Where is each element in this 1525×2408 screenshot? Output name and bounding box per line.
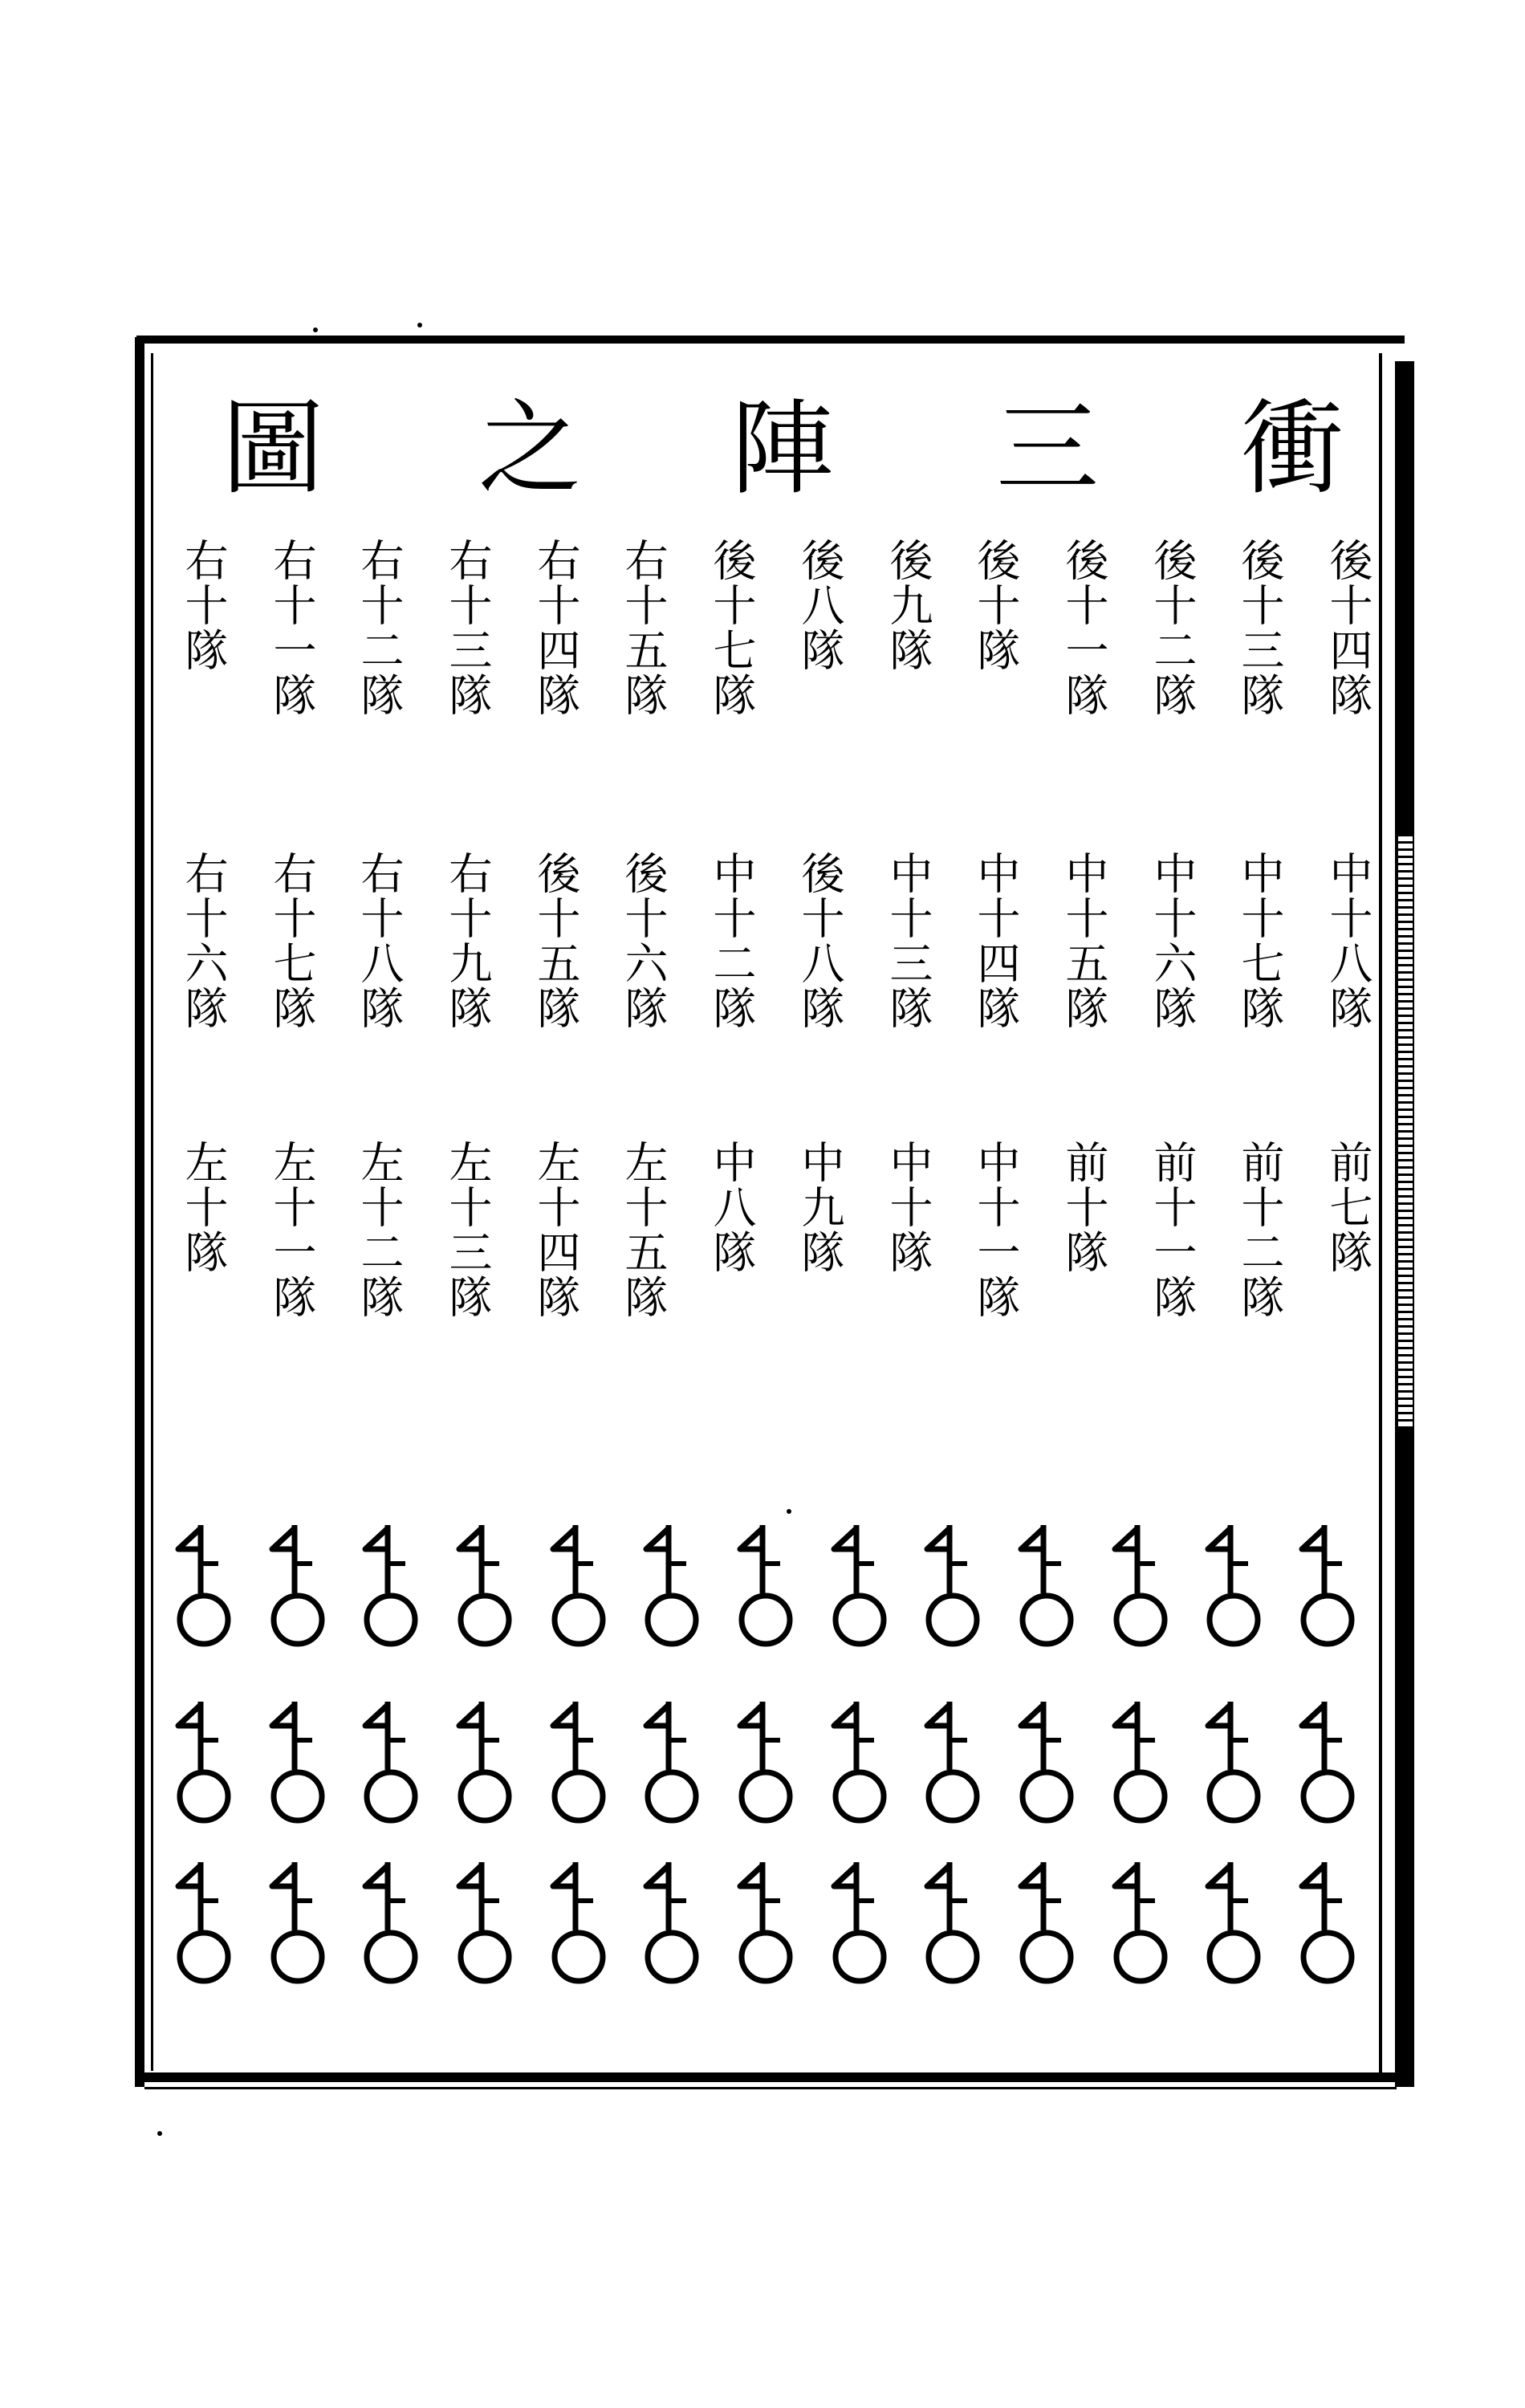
ink-speck [157, 2131, 162, 2136]
flag-circle-icon [1292, 1854, 1364, 1991]
flag-circle-icon [169, 1694, 241, 1830]
flag-circle-icon [543, 1517, 616, 1653]
unit-label-a: 後十三隊 [1234, 538, 1285, 718]
frame-bottom-rule [144, 2087, 1397, 2089]
unit-label-c: 中九隊 [795, 1140, 845, 1275]
frame-inner-left-rule [151, 353, 153, 2071]
flag-circle-icon [636, 1517, 709, 1653]
unit-label-a: 右十二隊 [354, 538, 405, 718]
flag-circle-icon [543, 1854, 616, 1991]
title-char: 衝 [1240, 389, 1344, 509]
flag-circle-icon [824, 1517, 897, 1653]
unit-label-c: 中八隊 [706, 1140, 757, 1275]
unit-label-b: 右十七隊 [266, 851, 317, 1031]
title-char: 三 [995, 389, 1099, 509]
unit-label-c: 前十隊 [1059, 1140, 1109, 1275]
flag-circle-icon [1292, 1694, 1364, 1830]
spine-worn-area [1398, 835, 1413, 1429]
unit-label-a: 後十一隊 [1059, 538, 1109, 718]
unit-label-a: 後十四隊 [1323, 538, 1373, 718]
flag-circle-icon [449, 1854, 522, 1991]
flag-circle-icon [1198, 1517, 1271, 1653]
unit-label-a: 右十五隊 [618, 538, 669, 718]
ink-speck [417, 323, 422, 327]
flag-circle-icon [1198, 1694, 1271, 1830]
flag-circle-icon [356, 1854, 428, 1991]
flag-circle-icon [636, 1854, 709, 1991]
unit-label-b: 中十六隊 [1147, 851, 1198, 1031]
flag-circle-icon [543, 1694, 616, 1830]
unit-label-a: 後十二隊 [1147, 538, 1198, 718]
flag-circle-icon [1011, 1694, 1084, 1830]
flag-circle-icon [1292, 1517, 1364, 1653]
unit-label-a: 右十三隊 [442, 538, 493, 718]
unit-label-b: 中十五隊 [1059, 851, 1109, 1031]
unit-label-b: 中十三隊 [883, 851, 933, 1031]
flag-circle-icon [824, 1854, 897, 1991]
unit-label-b: 後十六隊 [618, 851, 669, 1031]
frame-left-border [135, 337, 144, 2087]
flag-circle-icon [262, 1517, 335, 1653]
page-title [0, 389, 1525, 514]
unit-label-c: 左十五隊 [618, 1140, 669, 1320]
flag-circle-icon [169, 1854, 241, 1991]
unit-label-c: 中十一隊 [970, 1140, 1021, 1320]
flag-circle-icon [824, 1694, 897, 1830]
unit-label-c: 左十三隊 [442, 1140, 493, 1320]
flag-circle-icon [449, 1517, 522, 1653]
flag-circle-icon [356, 1517, 428, 1653]
unit-label-c: 前十二隊 [1234, 1140, 1285, 1320]
ink-speck [787, 1509, 791, 1514]
unit-label-a: 右十一隊 [266, 538, 317, 718]
frame-bottom-border [136, 2072, 1405, 2082]
unit-label-b: 後十八隊 [795, 851, 845, 1031]
flag-circle-icon [262, 1694, 335, 1830]
unit-label-a: 後十七隊 [706, 538, 757, 718]
unit-label-b: 右十八隊 [354, 851, 405, 1031]
flag-circle-icon [1105, 1694, 1177, 1830]
unit-label-c: 中十隊 [883, 1140, 933, 1275]
flag-circle-icon [917, 1517, 990, 1653]
unit-label-a: 後九隊 [883, 538, 933, 673]
flag-circle-icon [356, 1694, 428, 1830]
unit-label-b: 中十四隊 [970, 851, 1021, 1031]
unit-label-c: 左十四隊 [531, 1140, 581, 1320]
frame-top-border [136, 336, 1405, 344]
unit-label-b: 中十七隊 [1234, 851, 1285, 1031]
unit-label-b: 右十六隊 [178, 851, 229, 1031]
flag-circle-icon [449, 1694, 522, 1830]
flag-circle-icon [1105, 1517, 1177, 1653]
unit-label-c: 左十隊 [178, 1140, 229, 1275]
flag-circle-icon [169, 1517, 241, 1653]
unit-label-a: 後八隊 [795, 538, 845, 673]
flag-circle-icon [1105, 1854, 1177, 1991]
unit-label-b: 中十二隊 [706, 851, 757, 1031]
flag-circle-icon [917, 1694, 990, 1830]
unit-label-a: 後十隊 [970, 538, 1021, 673]
unit-label-b: 中十八隊 [1323, 851, 1373, 1031]
flag-circle-icon [1198, 1854, 1271, 1991]
flag-circle-icon [1011, 1517, 1084, 1653]
flag-circle-icon [262, 1854, 335, 1991]
unit-label-b: 右十九隊 [442, 851, 493, 1031]
frame-right-rule [1379, 353, 1382, 2079]
flag-circle-icon [730, 1854, 803, 1991]
unit-label-a: 右十四隊 [531, 538, 581, 718]
flag-circle-icon [917, 1854, 990, 1991]
unit-label-a: 右十隊 [178, 538, 229, 673]
title-char: 之 [478, 389, 581, 509]
ink-speck [313, 327, 318, 332]
flag-circle-icon [636, 1694, 709, 1830]
title-char: 陣 [730, 389, 834, 509]
title-char: 圖 [221, 389, 324, 509]
unit-label-c: 左十一隊 [266, 1140, 317, 1320]
unit-label-b: 後十五隊 [531, 851, 581, 1031]
flag-circle-icon [730, 1694, 803, 1830]
flag-circle-icon [730, 1517, 803, 1653]
unit-label-c: 前七隊 [1323, 1140, 1373, 1275]
unit-label-c: 前十一隊 [1147, 1140, 1198, 1320]
flag-circle-icon [1011, 1854, 1084, 1991]
unit-label-c: 左十二隊 [354, 1140, 405, 1320]
